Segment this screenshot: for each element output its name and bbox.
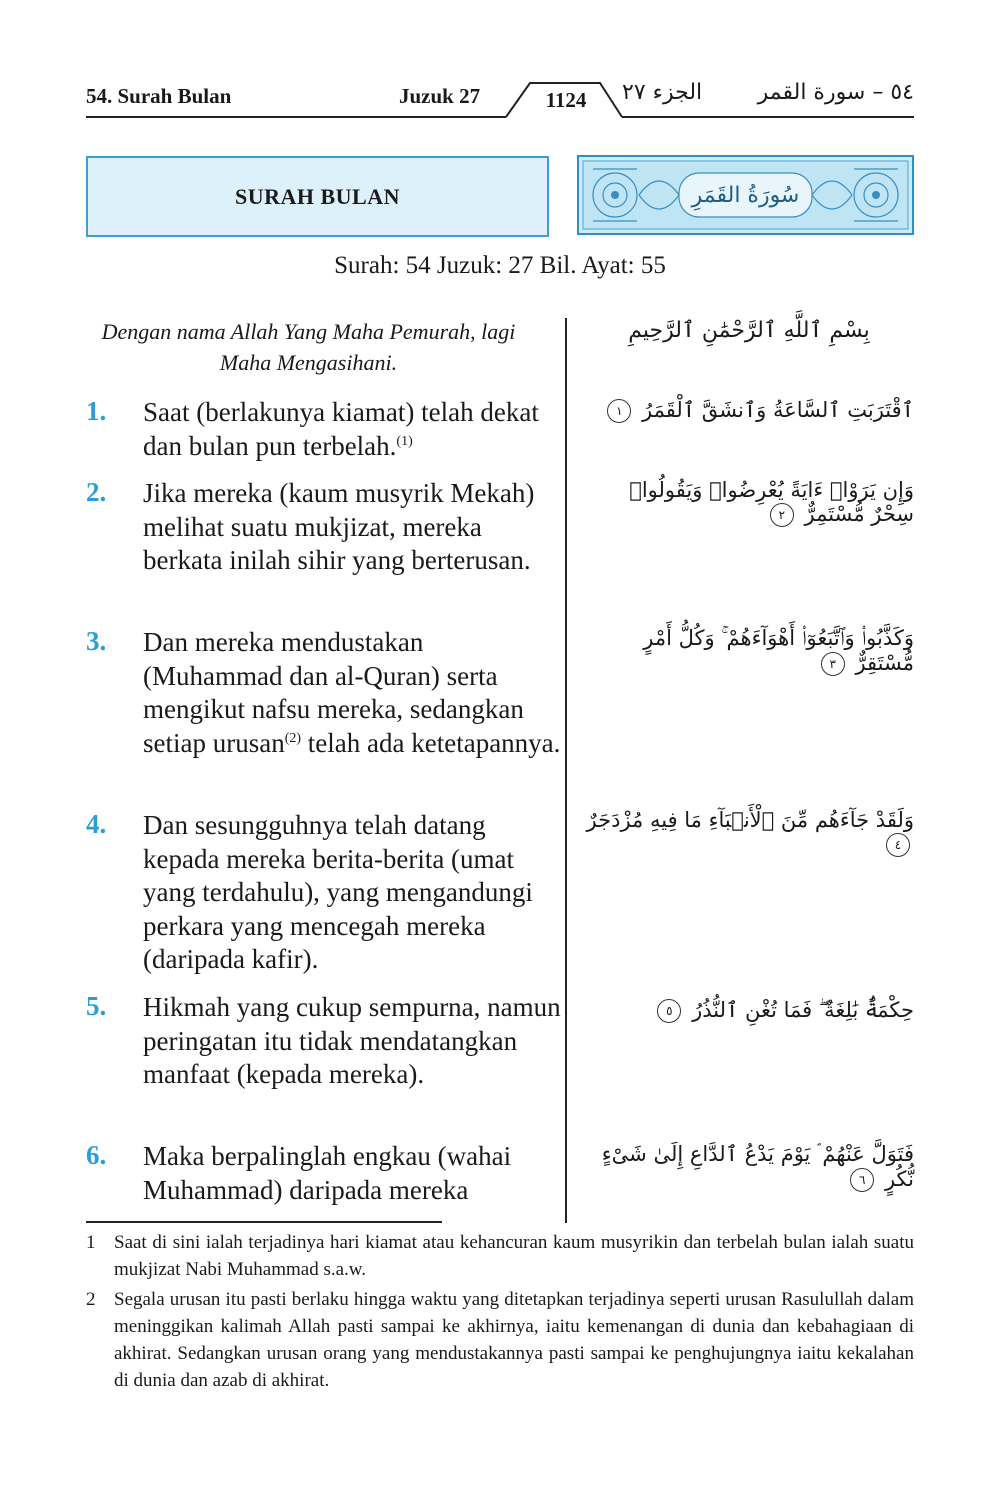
verse-translation: Hikmah yang cukup sempurna, namun peringatan itu tidak mendatangkan manfaat (kepada mereka). [143, 992, 561, 1089]
page-number: 1124 [545, 88, 587, 112]
verse-number: 4. [86, 809, 107, 839]
footnote-ref[interactable]: (2) [284, 730, 302, 746]
surah-title-box [86, 156, 549, 237]
verse-translation: Saat (berlakunya kiamat) telah dekat dan bulan pun terbelah.$^{(1)}$ [143, 397, 539, 461]
surah-arabic-header: ٥٤ – سورة القمر [757, 80, 914, 105]
footnote-rule [86, 1221, 442, 1223]
surah-info: Surah: 54 Juzuk: 27 Bil. Ayat: 55 [334, 252, 666, 279]
verse-number: 2. [86, 477, 107, 507]
verse-number: 1. [86, 396, 107, 426]
verse-2-arabic: وَإِن يَرَوْا۟ ءَايَةً يُعْرِضُوا۟ وَيَقُولُوا۟ سِحْرٌ مُّسْتَمِرٌّ ٢ [629, 478, 914, 526]
verse-translation: Dan mereka mendustakan (Muhammad dan al-Quran) serta mengikut nafsu mereka, sedangkan setiap urusan$^{(2)}$ telah ada ketetapannya. [143, 627, 561, 758]
ayah-end-marker: ٦ [850, 1168, 874, 1192]
footnote-number: 1 [86, 1232, 96, 1253]
verse-number: 3. [86, 626, 107, 656]
ayah-end-marker: ٤ [886, 833, 910, 857]
footnote-number: 2 [86, 1289, 96, 1310]
column-divider [565, 318, 567, 1223]
header-rule [0, 0, 1000, 130]
bismillah-arabic: بِسْمِ ٱللَّهِ ٱلرَّحْمَٰنِ ٱلرَّحِيمِ [628, 318, 870, 343]
surah-title: SURAH BULAN [234, 183, 401, 209]
juz-arabic: الجزء ٢٧ [622, 80, 703, 105]
verse-1-arabic: ٱقْتَرَبَتِ ٱلسَّاعَةُ وَٱنشَقَّ ٱلْقَمَرُ ١ [584, 398, 914, 423]
verse-translation: Jika mereka (kaum musyrik Mekah) melihat suatu mukjizat, mereka berkata inilah sihir yang berterusan. [143, 478, 535, 575]
juzuk-label: Juzuk 27 [399, 84, 481, 108]
footnote-text: Segala urusan itu pasti berlaku hingga waktu yang ditetapkan terjadinya seperti urusan Rasulullah dalam meninggikan kalimah Allah pasti sampai ke akhirnya, iaitu kemenangan di dunia dan kebahagiaan di akhirat. Sedangkan urusan orang yang mendustakannya pasti sampai ke penghujungnya iaitu kekalahan di dunia dan azab di akhirat. [114, 1289, 914, 1391]
ayah-end-marker: ٥ [657, 999, 681, 1023]
verse-6-arabic: فَتَوَلَّ عَنْهُمْ ۘ يَوْمَ يَدْعُ ٱلدَّاعِ إِلَىٰ شَىْءٍ نُّكُرٍ ٦ [601, 1142, 914, 1191]
footnote-text: Saat di sini ialah terjadinya hari kiamat atau kehancuran kaum musyrikin dan terbelah bulan ialah suatu mukjizat Nabi Muhammad s.a.w. [114, 1232, 914, 1280]
verse-3-arabic: وَكَذَّبُوا۟ وَٱتَّبَعُوٓا۟ أَهْوَآءَهُمْ ۚ وَكُلُّ أَمْرٍ مُّسْتَقِرٌّ ٣ [643, 626, 914, 675]
ayah-end-marker: ٢ [770, 503, 794, 527]
ayah-end-marker: ١ [607, 399, 631, 423]
footnote-ref[interactable]: (1) [396, 433, 413, 449]
surah-arabic-title: سُورَةُ القَمَرِ [691, 182, 800, 208]
running-title: 54. Surah Bulan [86, 84, 232, 108]
verse-translation: Dan sesungguhnya telah datang kepada mereka berita-berita (umat yang terdahulu), yang mengandungi perkara yang mencegah mereka (daripada kafir). [143, 810, 533, 974]
bismillah-translation: Dengan nama Allah Yang Maha Pemurah, lagi Maha Mengasihani. [101, 319, 516, 375]
verse-number: 5. [86, 991, 107, 1021]
verse-translation: Maka berpalinglah engkau (wahai Muhammad) daripada mereka [143, 1141, 512, 1205]
surah-ornament [577, 155, 914, 235]
verse-4-arabic: وَلَقَدْ جَآءَهُم مِّنَ ٱلْأَنۢبَآءِ مَا فِيهِ مُزْدَجَرٌ ٤ [584, 808, 914, 857]
verse-5-arabic: حِكْمَةٌۢ بَٰلِغَةٌ ۖ فَمَا تُغْنِ ٱلنُّذُرُ ٥ [584, 998, 914, 1023]
ayah-end-marker: ٣ [821, 652, 845, 676]
verse-number: 6. [86, 1140, 107, 1170]
